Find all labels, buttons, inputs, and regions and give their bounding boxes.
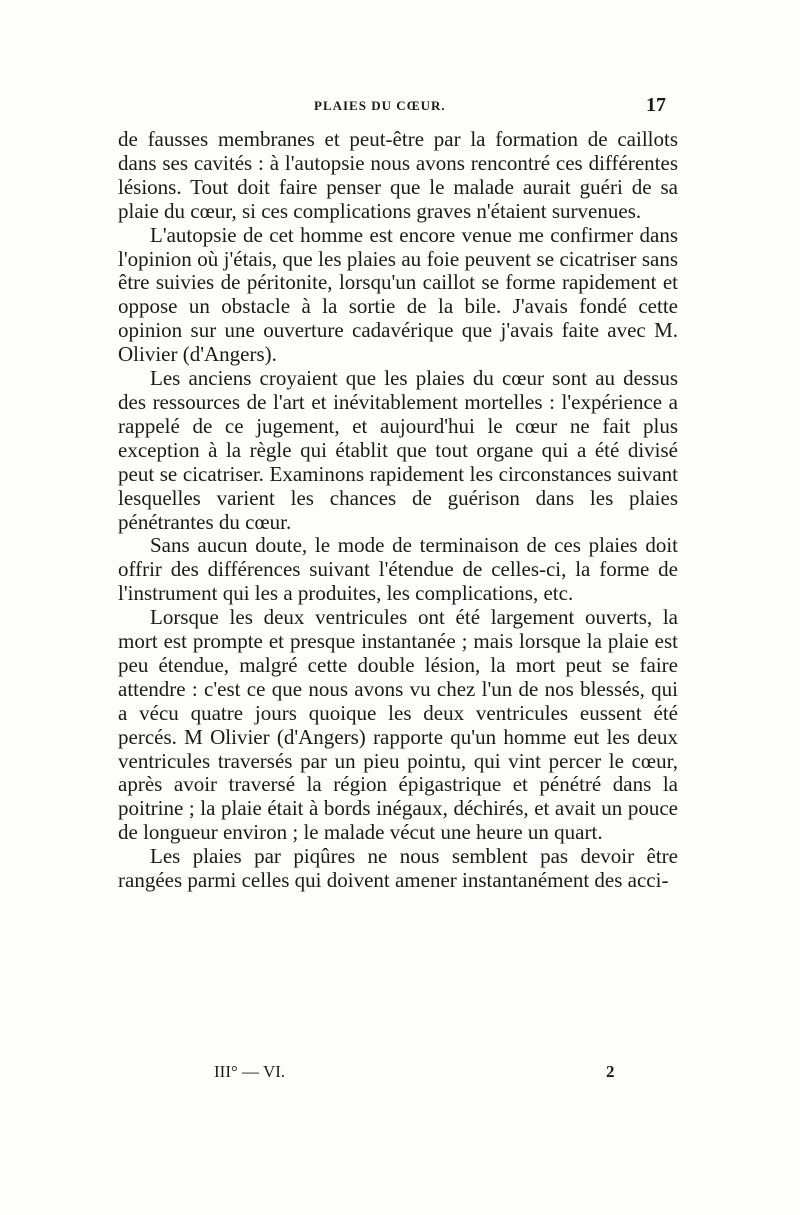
paragraph: Sans aucun doute, le mode de terminaison de ces plaies doit offrir des différences suivant l'étendue de celles-ci, la forme de l'instrument qui les a produites, les complications, etc. — [118, 533, 678, 606]
paragraph: Les anciens croyaient que les plaies du cœur sont au dessus des ressources de l'art et inévitablement mortelles : l'expérience a rappelé de ce jugement, et aujourd'hui le cœur ne fait plus exception à la règle qui établit que tout organe qui a été divisé peut se cicatriser. Examinons rapidement les circonstances suivant lesquelles varient les chances de guérison dans les plaies pénétrantes du cœur. — [118, 366, 678, 534]
running-title: PLAIES DU CŒUR. — [314, 98, 446, 113]
paragraph: Les plaies par piqûres ne nous semblent pas devoir être rangées parmi celles qui doivent amener instantanément des acci- — [118, 844, 678, 893]
signature-mark: III° — VI. — [214, 1062, 286, 1081]
body-text — [118, 128, 678, 893]
paragraph: Lorsque les deux ventricules ont été largement ouverts, la mort est prompte et presque instantanée ; mais lorsque la plaie est peu étendue, malgré cette double lésion, la mort peut se faire attendre : c'est ce que nous avons vu chez l'un de nos blessés, qui a vécu quatre jours quoique les deux ventricules eussent été percés. M Olivier (d'Angers) rapporte qu'un homme eut les deux ventricules traversés par un pieu pointu, qui vint percer le cœur, après avoir traversé la région épigastrique et pénétré dans la poitrine ; la plaie était à bords inégaux, déchirés, et avait un pouce de longueur environ ; le malade vécut une heure un quart. — [118, 605, 678, 845]
paragraph: L'autopsie de cet homme est encore venue me confirmer dans l'opinion où j'étais, que les plaies au foie peuvent se cicatriser sans être suivies de péritonite, lorsqu'un caillot se forme rapidement et oppose un obstacle à la sortie de la bile. J'avais fondé cette opinion sur une ouverture cadavérique que j'avais faite avec M. Olivier (d'Angers). — [118, 222, 678, 367]
page-header — [118, 94, 666, 120]
page-footer — [118, 1062, 678, 1086]
paragraph: de fausses membranes et peut-être par la formation de caillots dans ses cavités : à l'autopsie nous avons rencontré ces différentes lésions. Tout doit faire penser que le malade aurait guéri de sa plaie du cœur, si ces complications graves n'étaient survenues. — [118, 127, 678, 223]
sheet-number: 2 — [606, 1062, 615, 1081]
page-number: 17 — [646, 94, 666, 116]
